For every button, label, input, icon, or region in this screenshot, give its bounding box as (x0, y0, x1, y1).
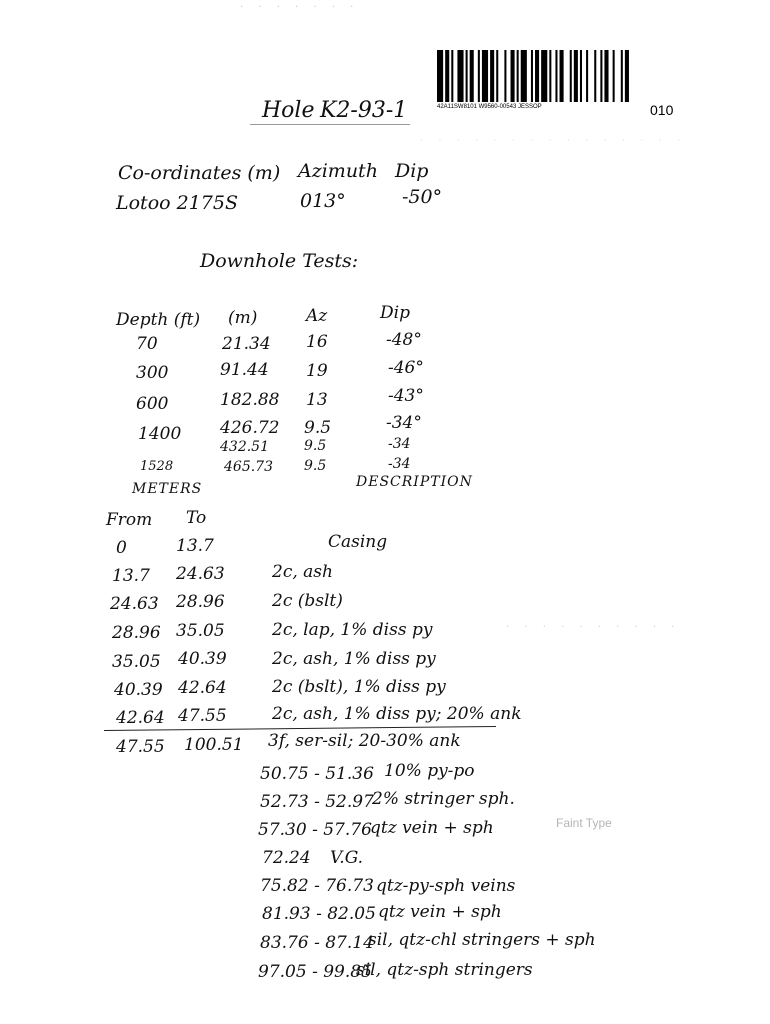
to-label: To (186, 508, 207, 528)
barcode-caption: 42A11SW8101 W9560-00543 JESSOP (437, 104, 542, 110)
barcode-bar (451, 50, 453, 102)
meters-label: METERS (132, 481, 203, 497)
interval-description: Casing (328, 532, 388, 552)
downhole-row-dip: -48° (386, 330, 422, 350)
sub-interval-description: sil, qtz-sph stringers (356, 960, 533, 980)
barcode-bar (594, 50, 596, 102)
barcode-image (437, 50, 631, 102)
barcode-bar (517, 50, 519, 102)
sub-interval-description: 10% py-po (384, 761, 475, 781)
interval-from: 13.7 (112, 566, 150, 586)
interval-to: 40.39 (178, 649, 227, 669)
barcode-bar (586, 50, 588, 102)
interval-from: 47.55 (116, 737, 165, 757)
barcode-bar (490, 50, 494, 102)
barcode-bar (600, 50, 602, 102)
sub-interval-range: 57.30 - 57.76 (258, 820, 372, 840)
hole-id: K2-93-1 (320, 98, 408, 123)
downhole-row-az: 9.5 (304, 458, 327, 474)
interval-from: 28.96 (112, 623, 161, 643)
coordinates-value: Lotoo 2175S (116, 192, 238, 214)
interval-description: 2c, ash, 1% diss py (272, 649, 436, 669)
downhole-row-az: 19 (306, 361, 328, 381)
barcode-bar (574, 50, 578, 102)
scan-specks: · · · · · · · · · · · · · · · (420, 136, 687, 147)
interval-from: 24.63 (110, 594, 159, 614)
sub-interval-description: qtz vein + sph (378, 902, 502, 922)
barcode-bar (555, 50, 557, 102)
downhole-row-dip: -34° (386, 413, 422, 433)
barcode-bar (541, 50, 547, 102)
from-label: From (106, 510, 153, 530)
sub-interval-description: 2% stringer sph. (372, 789, 515, 809)
downhole-header-m: (m) (228, 308, 258, 328)
interval-to: 42.64 (178, 678, 227, 698)
interval-to: 28.96 (176, 592, 225, 612)
downhole-row-m: 465.73 (224, 459, 273, 475)
downhole-row-m: 91.44 (220, 360, 269, 380)
scan-specks: · · · · · · · (240, 2, 360, 13)
interval-from: 35.05 (112, 652, 161, 672)
downhole-row-dip: -34 (388, 456, 411, 472)
barcode-bar (437, 50, 443, 102)
barcode-bar (531, 50, 533, 102)
barcode-bar (625, 50, 629, 102)
interval-description: 2c, ash, 1% diss py; 20% ank (272, 704, 522, 724)
barcode-bar (457, 50, 463, 102)
sub-interval-description: V.G. (330, 848, 364, 868)
barcode-bar (504, 50, 506, 102)
barcode-bar (621, 50, 623, 102)
dip-value: -50° (402, 186, 443, 208)
barcode-bar (549, 50, 551, 102)
downhole-row-dip: -43° (388, 386, 424, 406)
interval-to: 35.05 (176, 621, 225, 641)
barcode-bar (613, 50, 615, 102)
dip-label: Dip (395, 160, 429, 182)
downhole-row-m: 21.34 (222, 334, 271, 354)
sub-interval-description: qtz vein + sph (370, 818, 494, 838)
downhole-row-m: 432.51 (220, 439, 269, 455)
barcode-bar (521, 50, 527, 102)
interval-description: 2c, lap, 1% diss py (272, 620, 433, 640)
downhole-row-az: 13 (306, 390, 328, 410)
interval-from: 40.39 (114, 680, 163, 700)
description-label: DESCRIPTION (356, 474, 473, 490)
barcode-bar (466, 50, 468, 102)
downhole-row-dip: -34 (388, 436, 411, 452)
downhole-row-az: 16 (306, 332, 328, 352)
interval-to: 100.51 (184, 735, 244, 755)
sub-interval-range: 50.75 - 51.36 (260, 764, 374, 784)
downhole-row-az: 9.5 (304, 418, 332, 438)
page-number: 010 (650, 102, 674, 118)
downhole-row-m: 426.72 (220, 418, 280, 438)
interval-description: 2c, ash (272, 562, 333, 582)
azimuth-label: Azimuth (298, 160, 378, 182)
barcode-bar (445, 50, 449, 102)
interval-from: 42.64 (116, 708, 165, 728)
downhole-row-ft: 70 (136, 334, 158, 354)
sub-interval-description: sil, qtz-chl stringers + sph (368, 930, 596, 950)
scan-specks: · · · · · · · · · · (506, 622, 681, 633)
sub-interval-range: 75.82 - 76.73 (260, 876, 374, 896)
downhole-header-depth-ft: Depth (ft) (116, 310, 201, 330)
sub-interval-description: qtz-py-sph veins (376, 876, 516, 896)
interval-to: 24.63 (176, 564, 225, 584)
interval-description: 2c (bslt) (272, 591, 343, 611)
faint-note: Faint Type (556, 816, 612, 830)
sub-interval-range: 81.93 - 82.05 (262, 904, 376, 924)
downhole-row-ft: 300 (136, 363, 169, 383)
sub-interval-range: 52.73 - 52.97 (260, 792, 374, 812)
downhole-row-ft: 600 (136, 394, 169, 414)
barcode-bar (478, 50, 480, 102)
downhole-row-az: 9.5 (304, 438, 327, 454)
downhole-title: Downhole Tests: (200, 250, 359, 272)
barcode-bar (580, 50, 582, 102)
barcode-bar (482, 50, 488, 102)
hole-label: Hole (262, 98, 315, 123)
hole-underline (250, 124, 410, 125)
downhole-header-dip: Dip (380, 303, 410, 323)
barcode-bar (570, 50, 572, 102)
azimuth-value: 013° (300, 190, 346, 212)
interval-to: 13.7 (176, 536, 214, 556)
downhole-row-dip: -46° (388, 358, 424, 378)
barcode-bar (496, 50, 498, 102)
sub-interval-range: 83.76 - 87.14 (260, 933, 374, 953)
barcode-bar (511, 50, 515, 102)
coordinates-label: Co-ordinates (m) (118, 162, 281, 184)
downhole-row-m: 182.88 (220, 390, 280, 410)
barcode-bar (604, 50, 608, 102)
barcode-bar (560, 50, 564, 102)
interval-from: 0 (116, 538, 127, 558)
interval-description: 2c (bslt), 1% diss py (272, 677, 446, 697)
sub-interval-range: 72.24 (262, 848, 311, 868)
downhole-row-ft: 1528 (140, 459, 174, 474)
sub-interval-range: 97.05 - 99.85 (258, 962, 372, 982)
barcode-bar (535, 50, 539, 102)
interval-to: 47.55 (178, 706, 227, 726)
downhole-row-ft: 1400 (138, 424, 182, 444)
downhole-header-az: Az (306, 306, 328, 326)
interval-description: 3f, ser-sil; 20-30% ank (268, 731, 461, 751)
barcode-bar (470, 50, 474, 102)
